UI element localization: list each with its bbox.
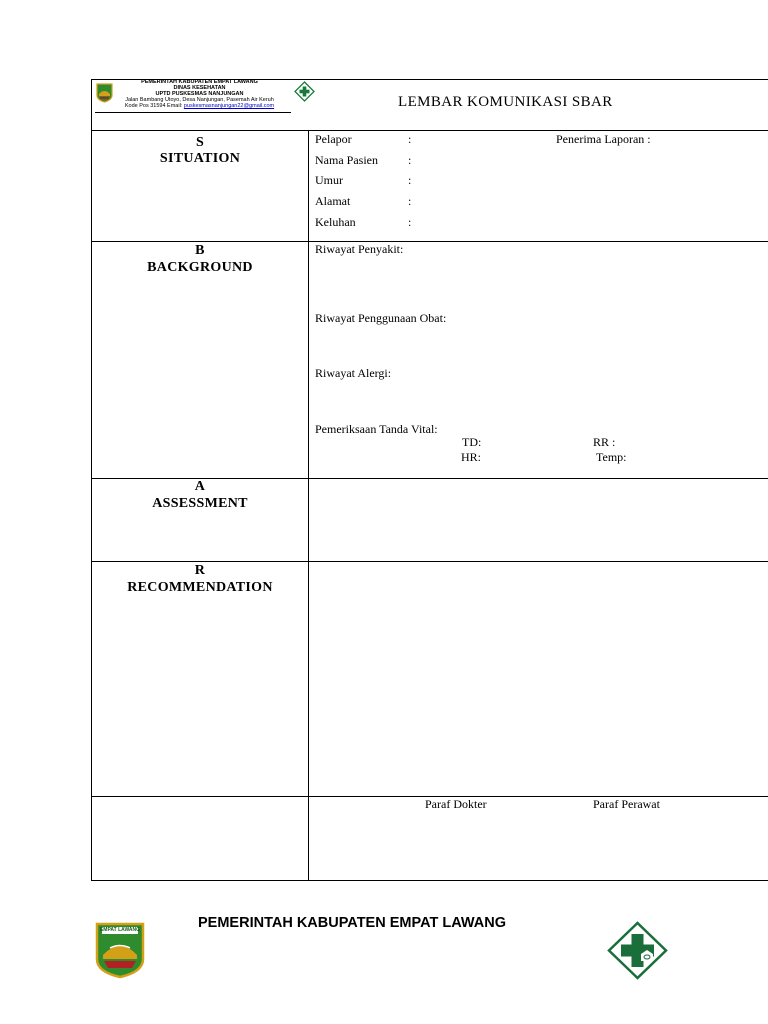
situation-letter: S <box>195 135 205 150</box>
recommendation-label: RECOMMENDATION <box>127 580 273 595</box>
field-label-riwayat-alergi: Riwayat Alergi: <box>315 366 392 380</box>
field-label-umur: Umur <box>315 173 343 187</box>
footer-emblem-text: EMPAT LAWANG <box>99 927 141 933</box>
footer-gov-title: PEMERINTAH KABUPATEN EMPAT LAWANG <box>198 915 506 931</box>
assessment-label: ASSESSMENT <box>152 496 248 511</box>
field-label-keluhan: Keluhan <box>315 215 356 229</box>
header-unit-text: UPTD PUSKESMAS NANJUNGAN <box>155 91 244 97</box>
header-address-underline <box>95 112 291 113</box>
field-label-tanda-vital: Pemeriksaan Tanda Vital: <box>315 422 438 436</box>
column-divider <box>308 130 309 881</box>
field-label-pelapor: Pelapor <box>315 132 352 146</box>
field-label-riwayat-obat: Riwayat Penggunaan Obat: <box>315 311 447 325</box>
header-address-text: Jalan Bambang Utoyo, Desa Nanjungan, Pasemah Air Keruh <box>125 97 274 103</box>
header-email-link[interactable]: puskesmasnanjungan22@gmail.com <box>183 103 275 109</box>
signature-nurse-label: Paraf Perawat <box>593 797 660 811</box>
field-label-temp: Temp: <box>596 450 627 464</box>
field-colon-nama-pasien: : <box>408 153 412 167</box>
field-colon-keluhan: : <box>408 215 412 229</box>
header-dept-text: DINAS KESEHATAN <box>173 85 226 91</box>
recommendation-letter: R <box>194 563 206 578</box>
field-label-rr: RR : <box>593 435 616 449</box>
row-divider-recommendation <box>91 561 768 562</box>
header-divider <box>91 130 768 131</box>
field-colon-pelapor: : <box>408 132 412 146</box>
background-letter: B <box>195 243 205 258</box>
background-label: BACKGROUND <box>147 260 253 275</box>
field-label-riwayat-penyakit: Riwayat Penyakit: <box>315 242 404 256</box>
footer-puskesmas-logo-icon <box>607 921 668 980</box>
field-label-alamat: Alamat <box>315 194 351 208</box>
field-label-td: TD: <box>462 435 482 449</box>
field-colon-umur: : <box>408 173 412 187</box>
table-bottom-border <box>91 880 768 881</box>
header-postal-line <box>112 103 287 110</box>
row-divider-background <box>91 241 768 242</box>
header-postal-text: Kode Pos 31594 Email: <box>124 103 183 109</box>
field-label-penerima-laporan: Penerima Laporan : <box>556 132 651 146</box>
header-puskesmas-logo-icon <box>294 81 315 102</box>
situation-label: SITUATION <box>159 151 241 166</box>
assessment-letter: A <box>194 479 206 494</box>
page-title: LEMBAR KOMUNIKASI SBAR <box>398 94 613 110</box>
signature-doctor-label: Paraf Dokter <box>425 797 487 811</box>
field-label-nama-pasien: Nama Pasien <box>315 153 378 167</box>
field-label-hr: HR: <box>461 450 482 464</box>
field-colon-alamat: : <box>408 194 412 208</box>
header-gov-text: PEMERINTAH KABUPATEN EMPAT LAWANG <box>141 79 258 85</box>
